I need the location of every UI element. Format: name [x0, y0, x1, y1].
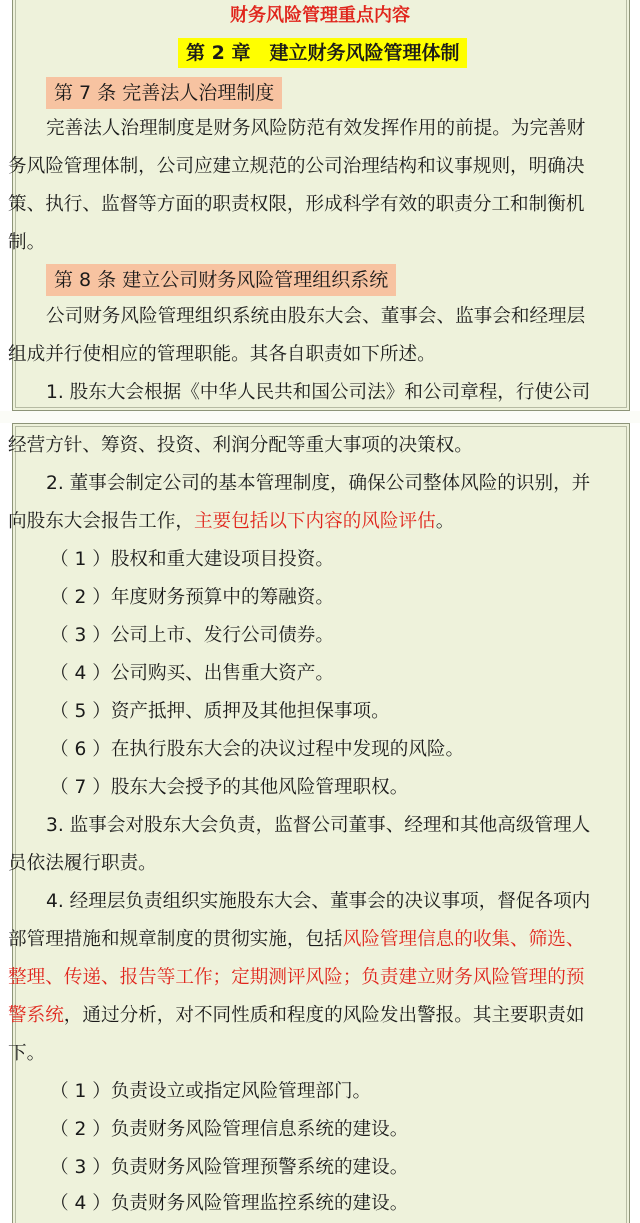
list-item: （ 2 ）负责财务风险管理信息系统的建设。 [50, 1119, 409, 1140]
text-segment: 向股东大会报告工作， [8, 511, 194, 532]
list-item: （ 1 ）股权和重大建设项目投资。 [50, 549, 334, 570]
list-item: （ 2 ）年度财务预算中的筹融资。 [50, 587, 334, 608]
article-8-heading: 第 8 条 建立公司财务风险管理组织系统 [46, 264, 396, 296]
paragraph-line [8, 921, 584, 959]
list-item: （ 3 ）公司上市、发行公司债券。 [50, 625, 334, 646]
chapter-heading: 第 2 章 建立财务风险管理体制 [178, 38, 467, 68]
paragraph-line: 公司财务风险管理组织系统由股东大会、董事会、监事会和经理层 [46, 306, 586, 327]
text-segment: ，通过分析，对不同性质和程度的风险发出警报。其主要职责如 [63, 1005, 585, 1026]
highlighted-text: 警系统 [8, 1005, 64, 1026]
paragraph-line: 制。 [8, 232, 46, 253]
paragraph-line: 务风险管理体制，公司应建立规范的公司治理结构和议事规则，明确决 [8, 156, 585, 177]
paragraph-line: 完善法人治理制度是财务风险防范有效发挥作用的前提。为完善财 [46, 118, 586, 139]
paragraph-line: 经营方针、筹资、投资、利润分配等重大事项的决策权。 [8, 435, 473, 456]
article-7-heading: 第 7 条 完善法人治理制度 [46, 77, 282, 109]
document-title: 财务风险管理重点内容 [230, 5, 410, 26]
highlighted-text: 风险管理信息的收集、筛选、 [342, 929, 585, 950]
list-item: （ 7 ）股东大会授予的其他风险管理职权。 [50, 777, 409, 798]
paragraph-line: 下。 [8, 1043, 46, 1064]
paragraph-line: 组成并行使相应的管理职能。其各自职责如下所述。 [8, 344, 436, 365]
paragraph-line: 策、执行、监督等方面的职责权限，形成科学有效的职责分工和制衡机 [8, 194, 585, 215]
list-item: （ 1 ）负责设立或指定风险管理部门。 [50, 1081, 372, 1102]
paragraph-line [8, 503, 454, 541]
highlighted-text: 主要包括以下内容的风险评估 [193, 511, 436, 532]
paragraph-line [8, 997, 584, 1035]
list-item: （ 4 ）公司购买、出售重大资产。 [50, 663, 334, 684]
paragraph-line: 2. 董事会制定公司的基本管理制度，确保公司整体风险的识别，并 [46, 473, 591, 494]
paragraph-line: 员依法履行职责。 [8, 853, 157, 874]
list-item: （ 3 ）负责财务风险管理预警系统的建设。 [50, 1157, 409, 1178]
list-item: （ 5 ）资产抵押、质押及其他担保事项。 [50, 701, 390, 722]
paragraph-line: 4. 经理层负责组织实施股东大会、董事会的决议事项，督促各项内 [46, 891, 591, 912]
highlighted-line: 整理、传递、报告等工作；定期测评风险；负责建立财务风险管理的预 [8, 967, 585, 988]
paragraph-line: 3. 监事会对股东大会负责，监督公司董事、经理和其他高级管理人 [46, 815, 591, 836]
list-item: （ 4 ）负责财务风险管理监控系统的建设。 [50, 1193, 409, 1214]
text-segment: 。 [435, 511, 455, 532]
list-item: （ 6 ）在执行股东大会的决议过程中发现的风险。 [50, 739, 465, 760]
page-separator [0, 411, 640, 423]
text-segment: 部管理措施和规章制度的贯彻实施，包括 [8, 929, 343, 950]
paragraph-line: 1. 股东大会根据《中华人民共和国公司法》和公司章程，行使公司 [46, 382, 591, 403]
